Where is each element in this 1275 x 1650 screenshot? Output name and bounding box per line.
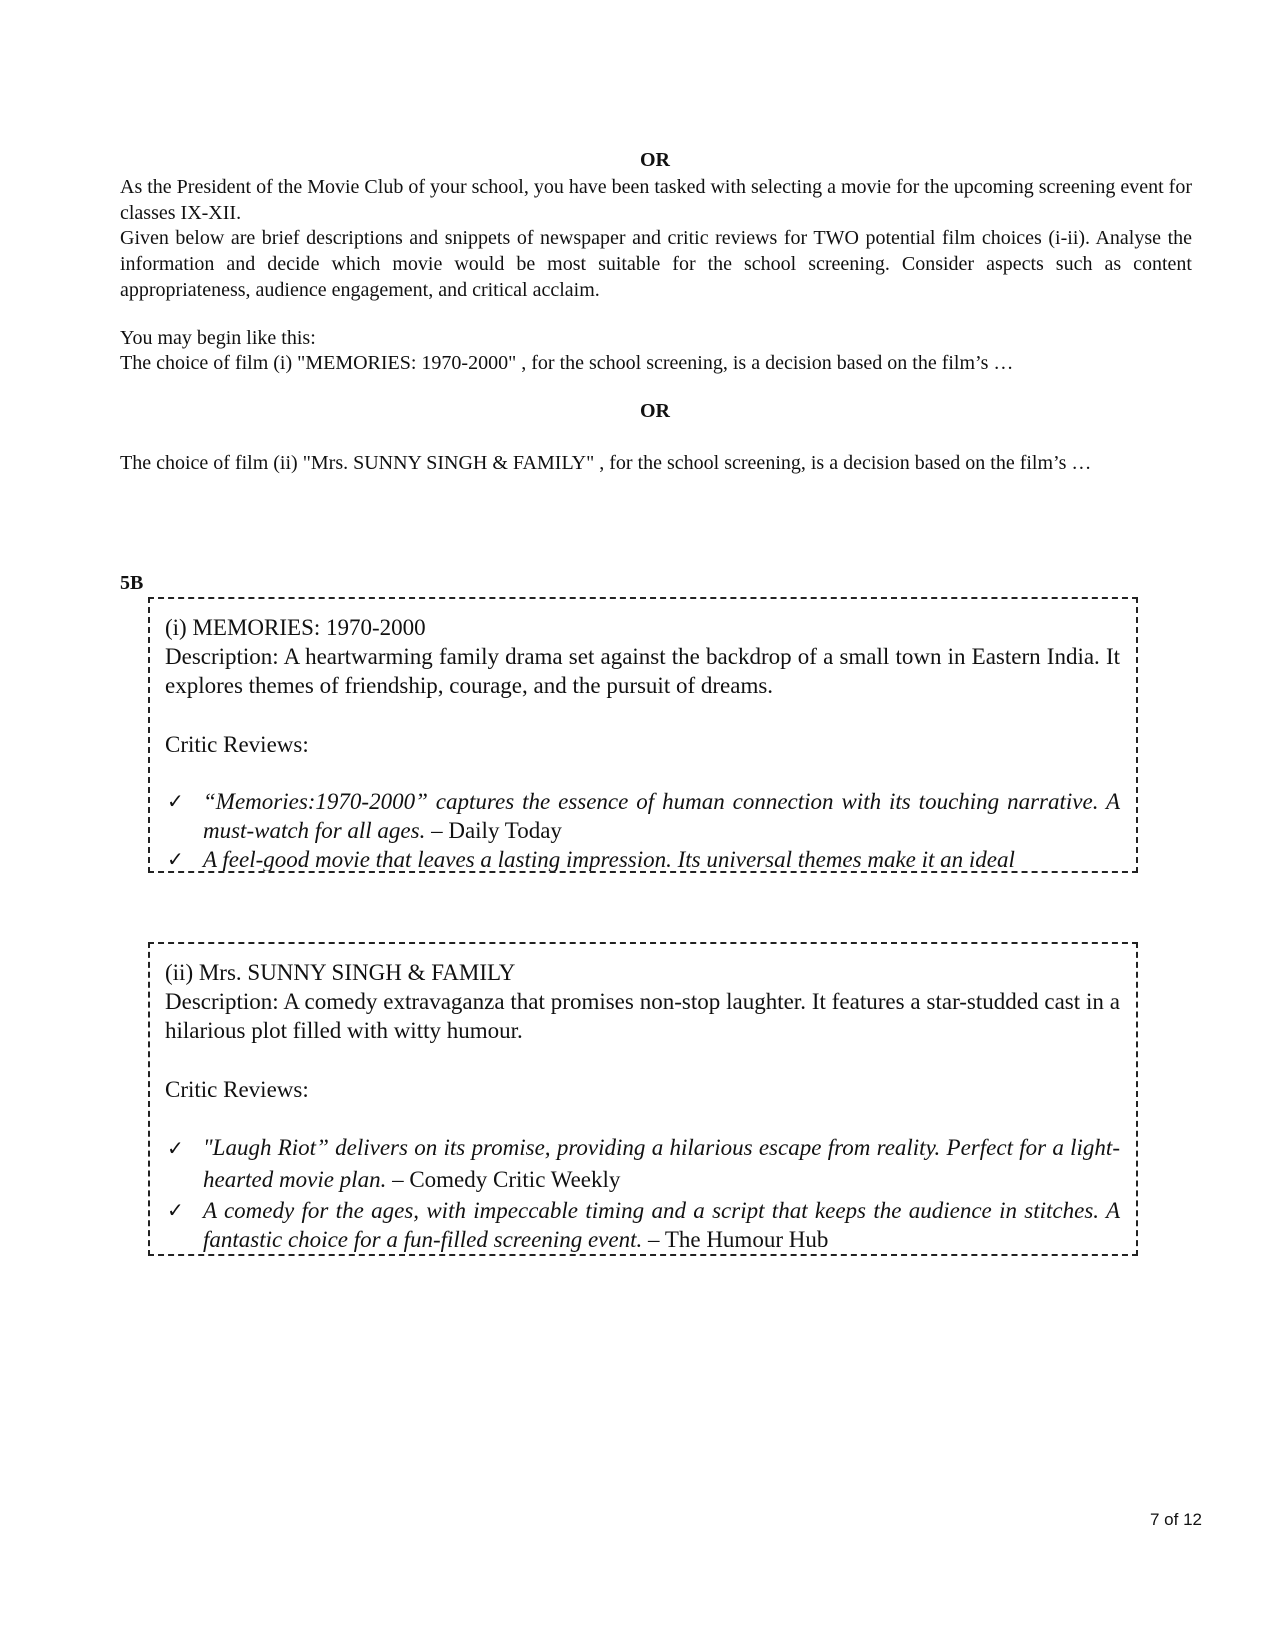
checkmark-icon: ✓ bbox=[167, 1198, 184, 1222]
checkmark-icon: ✓ bbox=[167, 1136, 184, 1160]
begin-prompt: You may begin like this: bbox=[120, 327, 316, 349]
review-item bbox=[165, 845, 1120, 873]
review-quote: "Laugh Riot” delivers on its promise, providing a hilarious escape from reality. Perfect for a light-hearted movie plan. bbox=[203, 1135, 1120, 1192]
question-number: 5B bbox=[120, 572, 144, 594]
review-quote: A comedy for the ages, with impeccable timing and a script that keeps the audience in stitches. A fantastic choice for a fun-filled screening event. bbox=[203, 1198, 1120, 1252]
film-title: (i) MEMORIES: 1970-2000 bbox=[165, 615, 426, 640]
critic-reviews-label: Critic Reviews: bbox=[165, 1077, 309, 1102]
review-item bbox=[165, 1132, 1120, 1196]
choice-one-opening: The choice of film (i) "MEMORIES: 1970-2000" , for the school screening, is a decision based on the film’s … bbox=[120, 352, 1014, 374]
review-source: – Comedy Critic Weekly bbox=[392, 1167, 621, 1192]
or-heading-middle: OR bbox=[640, 400, 670, 422]
review-source: – Daily Today bbox=[431, 818, 562, 843]
film-description: Description: A heartwarming family drama set against the backdrop of a small town in Eastern India. It explores themes of friendship, courage, and the pursuit of dreams. bbox=[165, 644, 1120, 698]
page-number: 7 of 12 bbox=[1150, 1510, 1202, 1529]
choice-two-opening: The choice of film (ii) "Mrs. SUNNY SINGH & FAMILY" , for the school screening, is a decision based on the film’s … bbox=[120, 452, 1092, 474]
review-quote: “Memories:1970-2000” captures the essence of human connection with its touching narrative. A must-watch for all ages. bbox=[203, 789, 1120, 843]
film-description: Description: A comedy extravaganza that promises non-stop laughter. It features a star-studded cast in a hilarious plot filled with witty humour. bbox=[165, 989, 1120, 1043]
instructions-paragraph: Given below are brief descriptions and snippets of newspaper and critic reviews for TWO potential film choices (i-ii). Analyse the information and decide which movie would be most suitable for the school screening. Consider aspects such as content appropriateness, audience engagement, and critical acclaim. bbox=[120, 227, 1192, 301]
film-box-sunny-singh bbox=[148, 942, 1138, 1256]
checkmark-icon: ✓ bbox=[167, 789, 184, 813]
film-title: (ii) Mrs. SUNNY SINGH & FAMILY bbox=[165, 960, 516, 985]
checkmark-icon: ✓ bbox=[167, 847, 184, 871]
review-quote: A feel-good movie that leaves a lasting impression. Its universal themes make it an ideal bbox=[203, 847, 1015, 872]
critic-reviews-label: Critic Reviews: bbox=[165, 732, 309, 757]
task-paragraph: As the President of the Movie Club of your school, you have been tasked with selecting a movie for the upcoming screening event for classes IX-XII. bbox=[120, 176, 1192, 224]
review-source: – The Humour Hub bbox=[647, 1227, 829, 1252]
review-item bbox=[165, 1196, 1120, 1254]
or-heading-top: OR bbox=[640, 149, 670, 171]
review-item bbox=[165, 787, 1120, 845]
film-box-memories bbox=[148, 597, 1138, 873]
